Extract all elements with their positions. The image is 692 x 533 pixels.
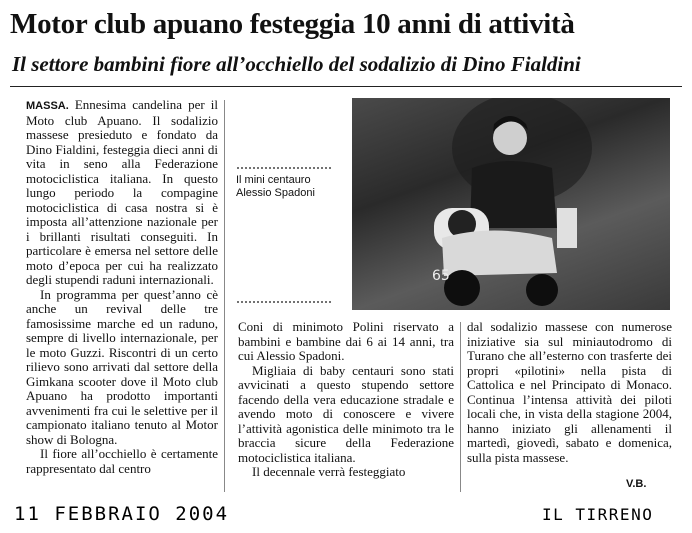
photo-illustration	[352, 98, 670, 310]
article-column-1	[26, 98, 218, 476]
handwritten-date: 11 FEBBRAIO 2004	[14, 503, 230, 525]
paragraph-text: Ennesima candelina per il Moto club Apuano. Il sodalizio massese presieduto e fondato da Dino Fialdini, festeggia dieci anni di vita in seno alla Federazione motociclistica italiana. In questo lungo periodo la compagine motociclistica di casa nostra si è imposta all’attenzione nazionale per i brillanti risultati conseguiti. In particolare è emersa nel settore delle moto d’epoca per cui ha realizzato degli stupendi raduni internazionali.	[26, 97, 218, 287]
photo-child-on-minimoto	[352, 98, 670, 310]
subheadline: Il settore bambini fiore all’occhiello del sodalizio di Dino Fialdini	[12, 52, 581, 76]
headline: Motor club apuano festeggia 10 anni di attività	[10, 8, 575, 40]
paragraph: dal sodalizio massese con numerose iniziative sia sul miniautodromo di Turano che all’esterno con trasferte dei propri «pilotini» nella pista di Cattolica e nel Principato di Monaco. Continua l’intensa attività dei piloti locali che, in vista della stagione 2004, hanno iniziato gli allenamenti il martedì, giovedì, sabato e domenica, sulla pista massese.	[467, 319, 672, 465]
article-column-3	[467, 320, 672, 465]
author-signature: V.B.	[626, 478, 647, 490]
paragraph: In programma per quest’anno cè anche un revival delle tre famosissime marche ed un raduno, sempre di livello internazionale, per le moto Guzzi. Riscontri di un certo rilievo sono arrivati dal settore della Gimkana scooter dove il Moto club Apuano ha prodotto importanti avvenimenti fra cui le selettive per il campionato italiano tenuto al Motor show di Bologna.	[26, 286, 218, 447]
divider	[10, 86, 682, 87]
article-column-2	[238, 320, 454, 480]
column-divider	[224, 100, 225, 492]
paragraph: Il decennale verrà festeggiato	[252, 464, 406, 479]
svg-text:65: 65	[432, 268, 450, 284]
column-divider	[460, 322, 461, 492]
caption-rule-bottom	[236, 300, 332, 304]
caption-rule-top	[236, 166, 332, 170]
photo-caption: Il mini centauro Alessio Spadoni	[236, 174, 315, 199]
dateline: MASSA.	[26, 100, 69, 112]
paragraph: Coni di minimoto Polini riservato a bambini e bambine dai 6 ai 14 anni, tra cui Alessio Spadoni.	[238, 319, 454, 363]
paragraph	[26, 98, 218, 288]
paragraph: Il fiore all’occhiello è certamente rappresentato dal centro	[26, 446, 218, 476]
paragraph: Migliaia di baby centauri sono stati avvicinati a questo stupendo settore facendo della vera educazione stradale e avendo moto di conoscere e vivere l’attività agonistica delle minimoto tra le braccia sicure della Federazione motociclistica italiana.	[238, 362, 454, 465]
handwritten-newspaper-name: IL TIRRENO	[542, 505, 654, 524]
